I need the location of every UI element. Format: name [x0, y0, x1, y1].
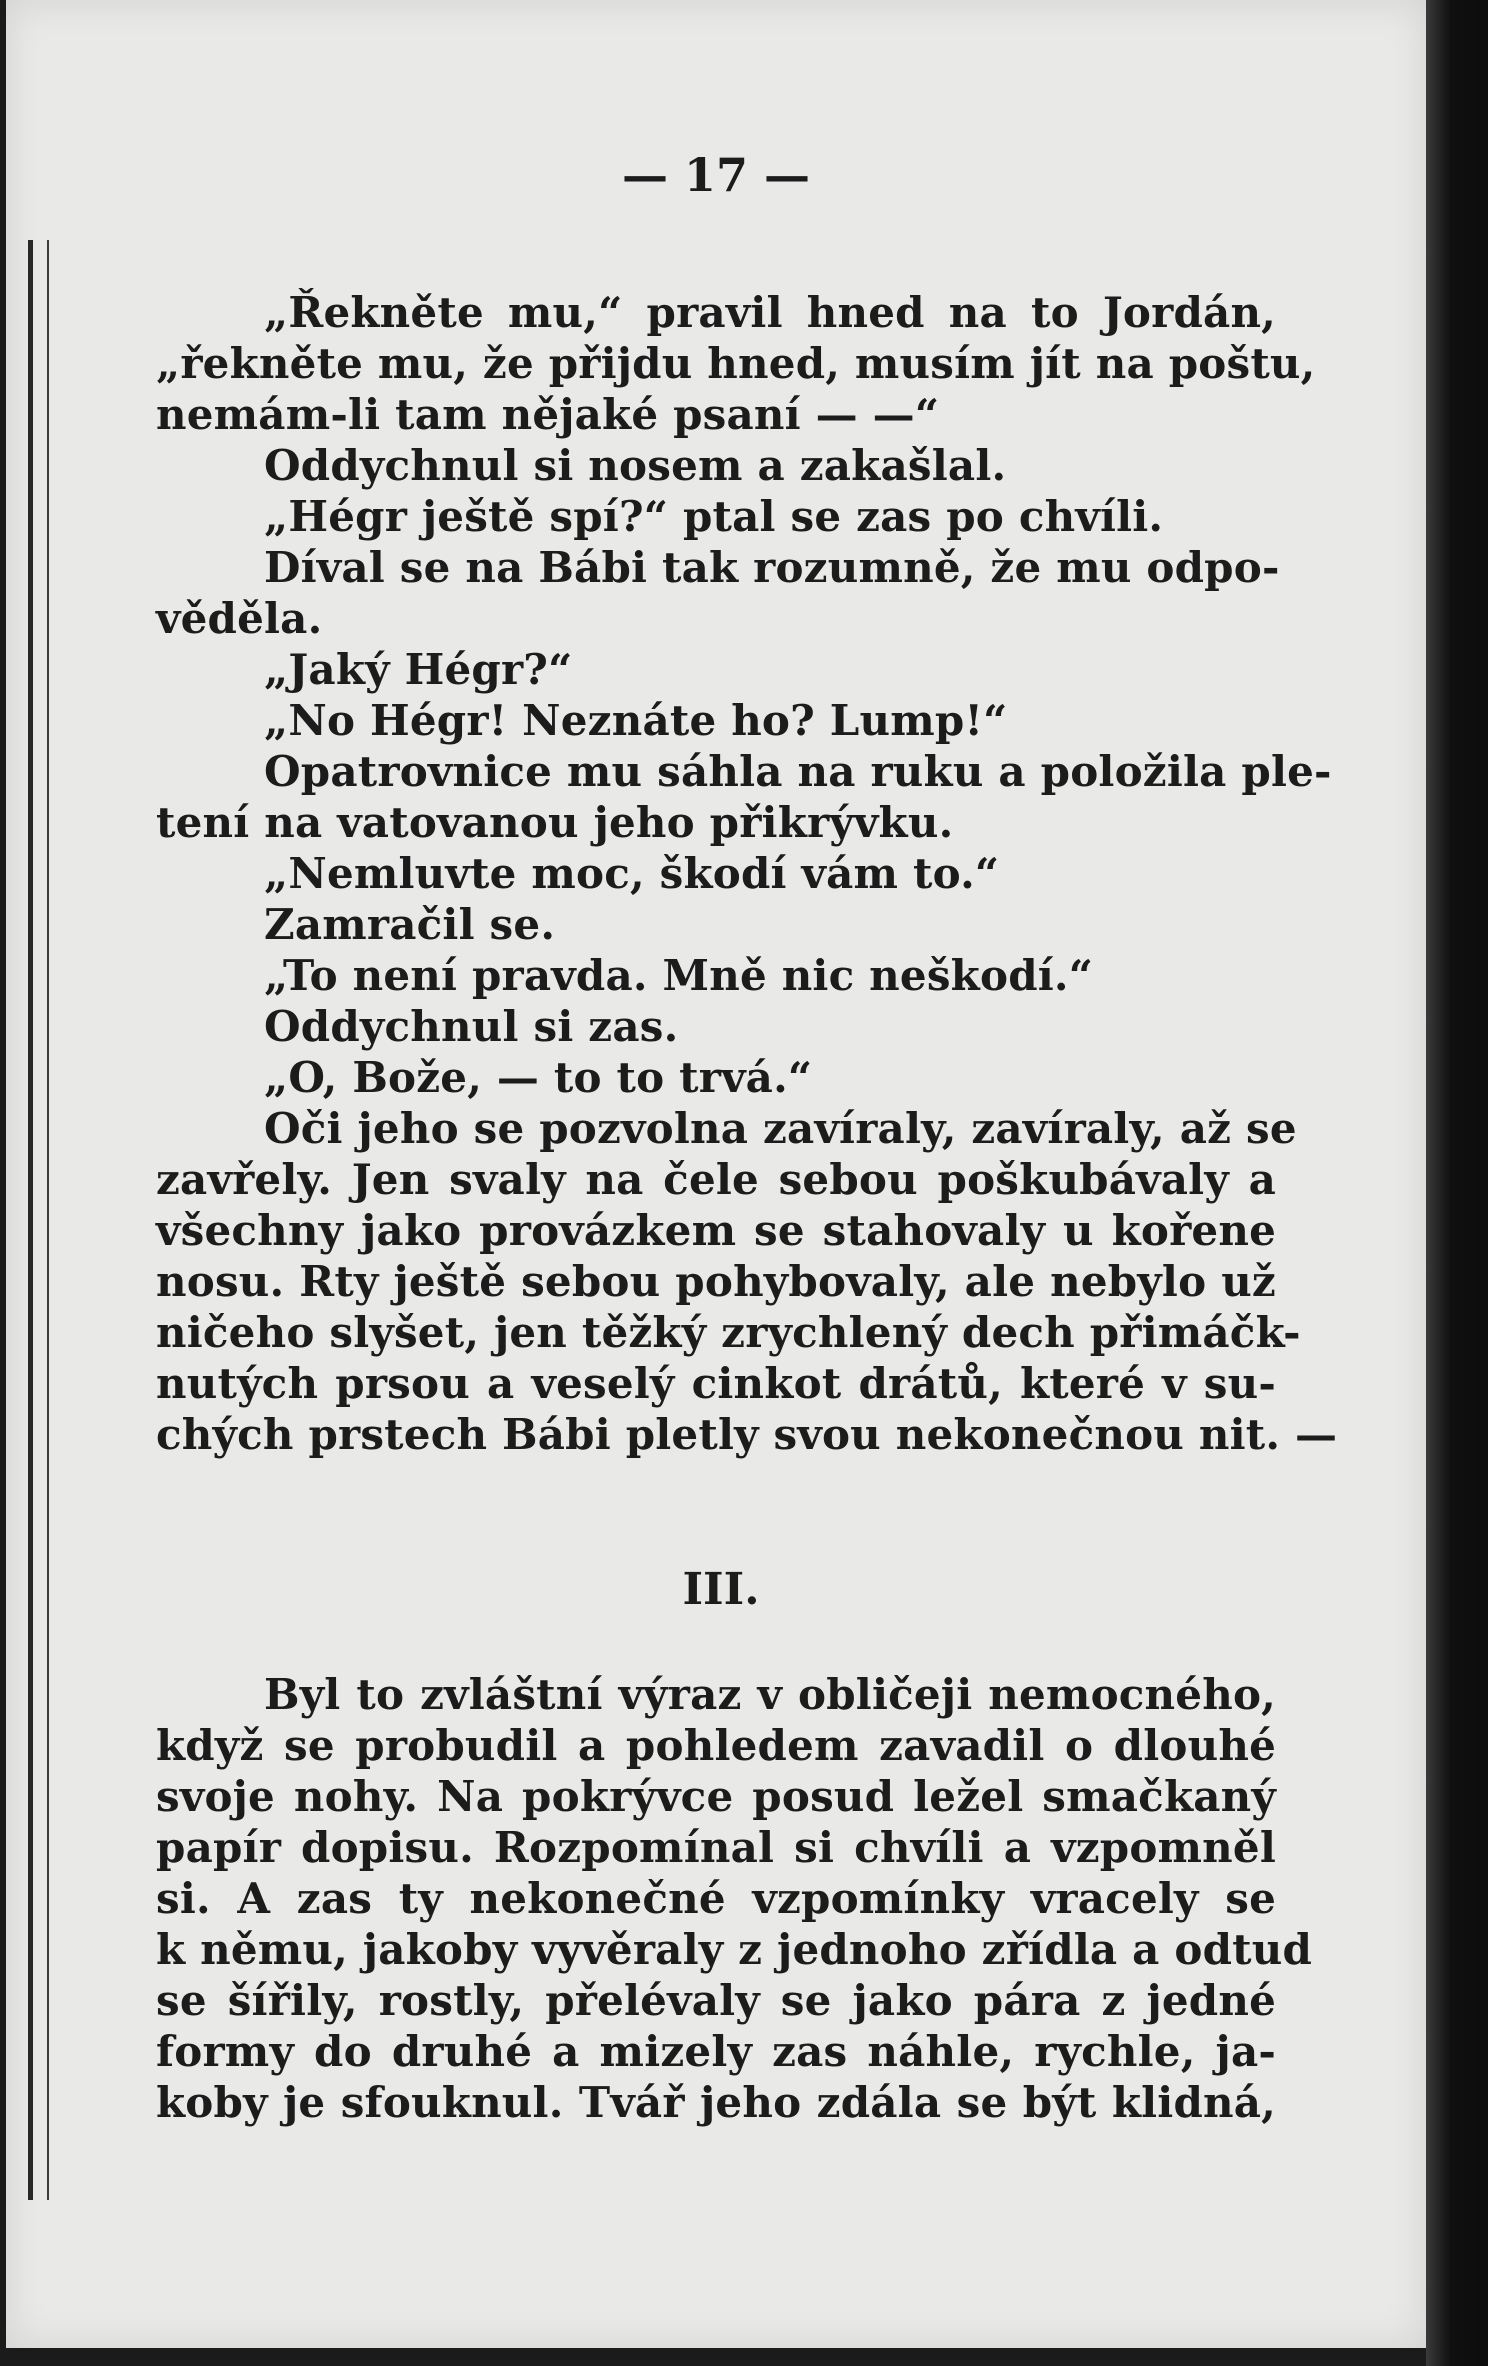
text-line: nutých prsou a veselý cinkot drátů, které v su- [156, 1359, 1276, 1408]
text-line: když se probudil a pohledem zavadil o dlouhé [156, 1721, 1276, 1770]
text-line: „O, Bože, — to to trvá.“ [264, 1053, 813, 1102]
text-line: „řekněte mu, že přijdu hned, musím jít na poštu, [156, 339, 1316, 388]
text-line: se šířily, rostly, přelévaly se jako pára z jedné [156, 1976, 1276, 2025]
text-line: věděla. [156, 594, 323, 643]
text-line: Díval se na Bábi tak rozumně, že mu odpo- [264, 543, 1280, 592]
text-line: si. A zas ty nekonečné vzpomínky vracely se [156, 1874, 1276, 1923]
text-line: Oddychnul si zas. [264, 1002, 679, 1051]
text-line: tení na vatovanou jeho přikrývku. [156, 798, 954, 847]
text-line: papír dopisu. Rozpomínal si chvíli a vzpomněl [156, 1823, 1276, 1872]
text-line: „No Hégr! Neznáte ho? Lump!“ [264, 696, 1008, 745]
text-line: formy do druhé a mizely zas náhle, rychle, ja- [156, 2027, 1276, 2076]
book-page [6, 0, 1426, 2348]
text-line: Oči jeho se pozvolna zavíraly, zavíraly, až se [264, 1104, 1297, 1153]
page-edge-shadow [1426, 0, 1488, 2366]
text-line: Opatrovnice mu sáhla na ruku a položila ple- [264, 747, 1332, 796]
text-line: Zamračil se. [264, 900, 556, 949]
page-number: — 17 — [621, 148, 811, 202]
text-line: „Jaký Hégr?“ [264, 645, 573, 694]
text-line: k němu, jakoby vyvěraly z jednoho zřídla a odtud [156, 1925, 1313, 1974]
text-line: Byl to zvláštní výraz v obličeji nemocného, [264, 1670, 1276, 1719]
text-line: všechny jako provázkem se stahovaly u kořene [156, 1206, 1276, 1255]
text-line: „To není pravda. Mně nic neškodí.“ [264, 951, 1094, 1000]
binding-edge [28, 240, 49, 2200]
text-line: ničeho slyšet, jen těžký zrychlený dech přimáčk- [156, 1308, 1301, 1357]
text-line: Oddychnul si nosem a zakašlal. [264, 441, 1007, 490]
section-heading: III. [682, 1564, 760, 1615]
text-line: chých prstech Bábi pletly svou nekonečnou nit. — [156, 1410, 1338, 1459]
text-line: svoje nohy. Na pokrývce posud ležel smačkaný [156, 1772, 1276, 1821]
text-line: zavřely. Jen svaly na čele sebou poškubávaly a [156, 1155, 1276, 1204]
text-line: nosu. Rty ještě sebou pohybovaly, ale nebylo už [156, 1257, 1276, 1306]
text-line: nemám-li tam nějaké psaní — —“ [156, 390, 940, 439]
text-line: koby je sfouknul. Tvář jeho zdála se být klidná, [156, 2078, 1276, 2127]
text-line: „Hégr ještě spí?“ ptal se zas po chvíli. [264, 492, 1164, 541]
text-line: „Nemluvte moc, škodí vám to.“ [264, 849, 1000, 898]
text-line: „Řekněte mu,“ pravil hned na to Jordán, [264, 288, 1276, 337]
